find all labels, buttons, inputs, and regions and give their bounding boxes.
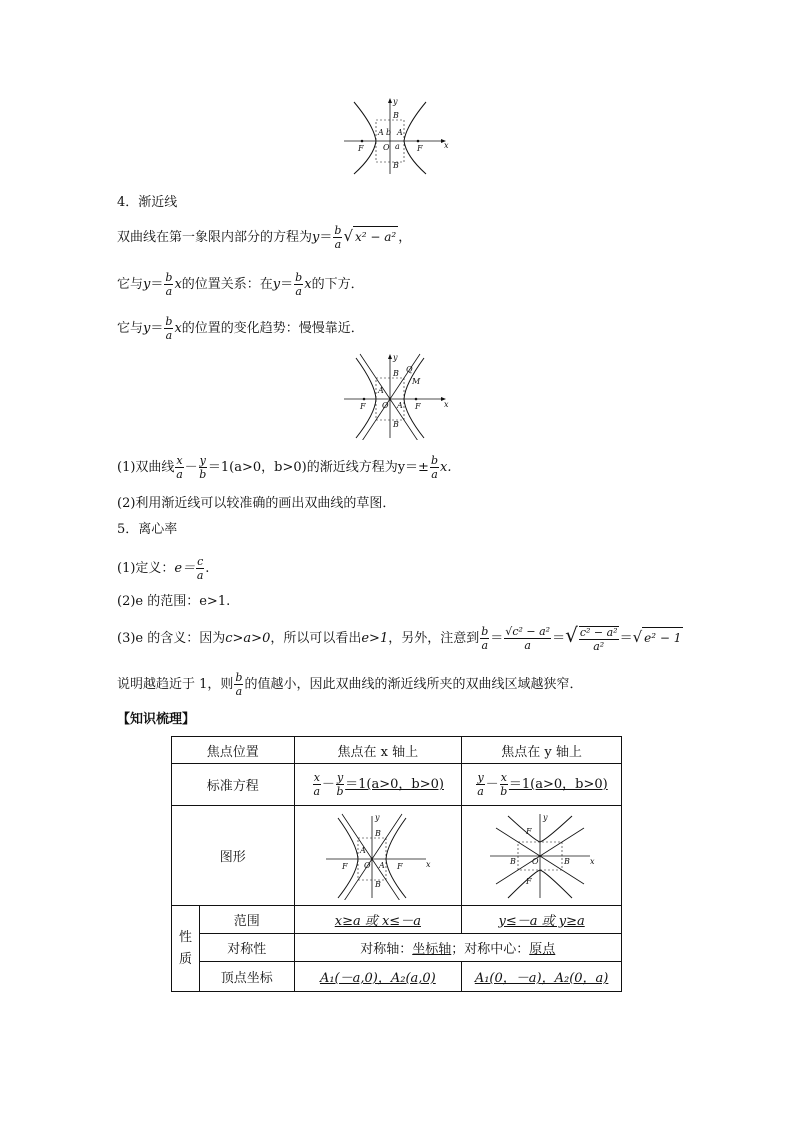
svg-text:x: x <box>425 859 431 869</box>
svg-text:Q: Q <box>406 365 413 374</box>
symmetry-label: 对称性 <box>199 934 294 962</box>
svg-text:B: B <box>374 828 381 838</box>
table-row <box>172 764 622 806</box>
svg-text:F: F <box>341 861 348 871</box>
svg-text:A: A <box>397 401 403 410</box>
svg-text:F: F <box>525 826 532 836</box>
hyperbola-right-branch <box>404 102 426 174</box>
eccentricity-definition: (1)定义：e＝ $\frac{c}{a}$ . <box>117 555 210 582</box>
header-cell: 焦点在 x 轴上 <box>294 737 462 764</box>
range-y: y≤－a 或 y≥a <box>462 906 622 934</box>
svg-text:x: x <box>444 400 449 409</box>
label-x: x <box>444 141 449 150</box>
svg-text:B: B <box>563 856 570 866</box>
properties-label: 性 质 <box>172 906 200 992</box>
svg-text:A: A <box>378 128 384 137</box>
svg-text:x: x <box>589 856 595 866</box>
svg-text:F: F <box>396 861 403 871</box>
table-row <box>172 962 622 992</box>
note-asymptote-equation: (1)双曲线 $\frac{x}{a}$ － $\frac{y}{b}$ ＝1(a>0，b>0)的渐近线方程为y＝± $\frac{b}{a}$ x. <box>117 454 452 481</box>
vertex-x: A₁(－a,0)，A₂(a,0) <box>294 962 462 992</box>
svg-text:y: y <box>393 353 398 362</box>
label-O: O <box>383 143 390 152</box>
eccentricity-conclusion: 说明越趋近于 1，则 $\frac{b}{a}$ 的值越小，因此双曲线的渐近线所夹的双曲线区域越狭窄． <box>117 671 583 698</box>
range-label: 范围 <box>199 906 294 934</box>
svg-text:F: F <box>417 144 423 153</box>
knowledge-title: 【知识梳理】 <box>117 712 196 727</box>
svg-text:O: O <box>363 860 371 870</box>
section4-line3: 它与y＝ $\frac{b}{a}$ x的位置的变化趋势：慢慢靠近． <box>117 315 364 342</box>
vertex-y: A₁(0，－a)，A₂(0，a) <box>462 962 622 992</box>
svg-text:y: y <box>542 812 548 822</box>
hyperbola-diagram-asymptotes <box>340 352 452 440</box>
header-cell: 焦点在 y 轴上 <box>462 737 622 764</box>
svg-text:O: O <box>531 856 539 866</box>
hyperbola-x-figure <box>322 812 434 900</box>
svg-text:b: b <box>386 128 392 137</box>
svg-text:F: F <box>358 144 364 153</box>
eccentricity-range: (2)e 的范围：e>1. <box>117 594 231 609</box>
svg-text:A: A <box>397 128 403 137</box>
table-row <box>172 934 622 962</box>
header-cell: 焦点位置 <box>172 737 295 764</box>
svg-text:O: O <box>382 401 389 410</box>
label-y: y <box>393 97 398 106</box>
std-eq-label: 标准方程 <box>172 764 295 806</box>
hyperbola-left-branch <box>354 102 376 174</box>
svg-text:F: F <box>360 402 366 411</box>
svg-text:B: B <box>393 111 399 120</box>
section4-title: 4．渐近线 <box>117 195 178 210</box>
std-eq-y: $\frac{y}{a}$ － $\frac{x}{b}$ ＝1(a>0，b>0) <box>462 764 622 806</box>
svg-text:B: B <box>393 420 399 429</box>
table-row <box>172 906 622 934</box>
svg-text:B: B <box>509 856 516 866</box>
svg-text:F: F <box>415 402 421 411</box>
symmetry-value: 对称轴：坐标轴；对称中心：原点 <box>294 934 622 962</box>
figure-y <box>462 806 622 906</box>
section4-line2: 它与y＝ $\frac{b}{a}$ x的位置关系：在y＝ $\frac{b}{a}$ x的下方． <box>117 271 364 298</box>
figure-x <box>294 806 462 906</box>
figure-label: 图形 <box>172 806 295 906</box>
svg-text:B: B <box>374 879 381 889</box>
note-sketch: (2)利用渐近线可以较准确的画出双曲线的草图． <box>117 496 396 511</box>
table-row <box>172 737 622 764</box>
svg-text:B: B <box>393 161 399 170</box>
svg-text:A: A <box>378 860 385 870</box>
svg-text:B: B <box>393 369 399 378</box>
range-x: x≥a 或 x≤－a <box>294 906 462 934</box>
section5-title: 5．离心率 <box>117 522 178 537</box>
table-row <box>172 806 622 906</box>
svg-text:A: A <box>378 386 384 395</box>
svg-text:F: F <box>525 876 532 886</box>
vertex-label: 顶点坐标 <box>199 962 294 992</box>
svg-text:M: M <box>412 377 421 386</box>
hyperbola-diagram-vertices <box>340 96 452 176</box>
knowledge-table <box>171 736 622 992</box>
hyperbola-y-figure <box>486 812 598 900</box>
eccentricity-meaning: (3)e 的含义：因为c>a>0，所以可以看出e>1，另外，注意到 $\frac{b}{a}$ ＝ $\frac{\text{√c² − a²}}{a}$ ＝√ $\frac{\text{c² − a²}}{\text{a²}}$ ＝√ e² − 1 <box>117 623 682 653</box>
std-eq-x: $\frac{x}{a}$ － $\frac{y}{b}$ ＝1(a>0，b>0) <box>294 764 462 806</box>
svg-text:A: A <box>359 845 366 855</box>
svg-text:y: y <box>374 812 380 822</box>
section4-line1: 双曲线在第一象限内部分的方程为y＝ $\frac{b}{a}$ √ x² − a² ， <box>117 224 412 251</box>
svg-text:a: a <box>395 142 400 151</box>
